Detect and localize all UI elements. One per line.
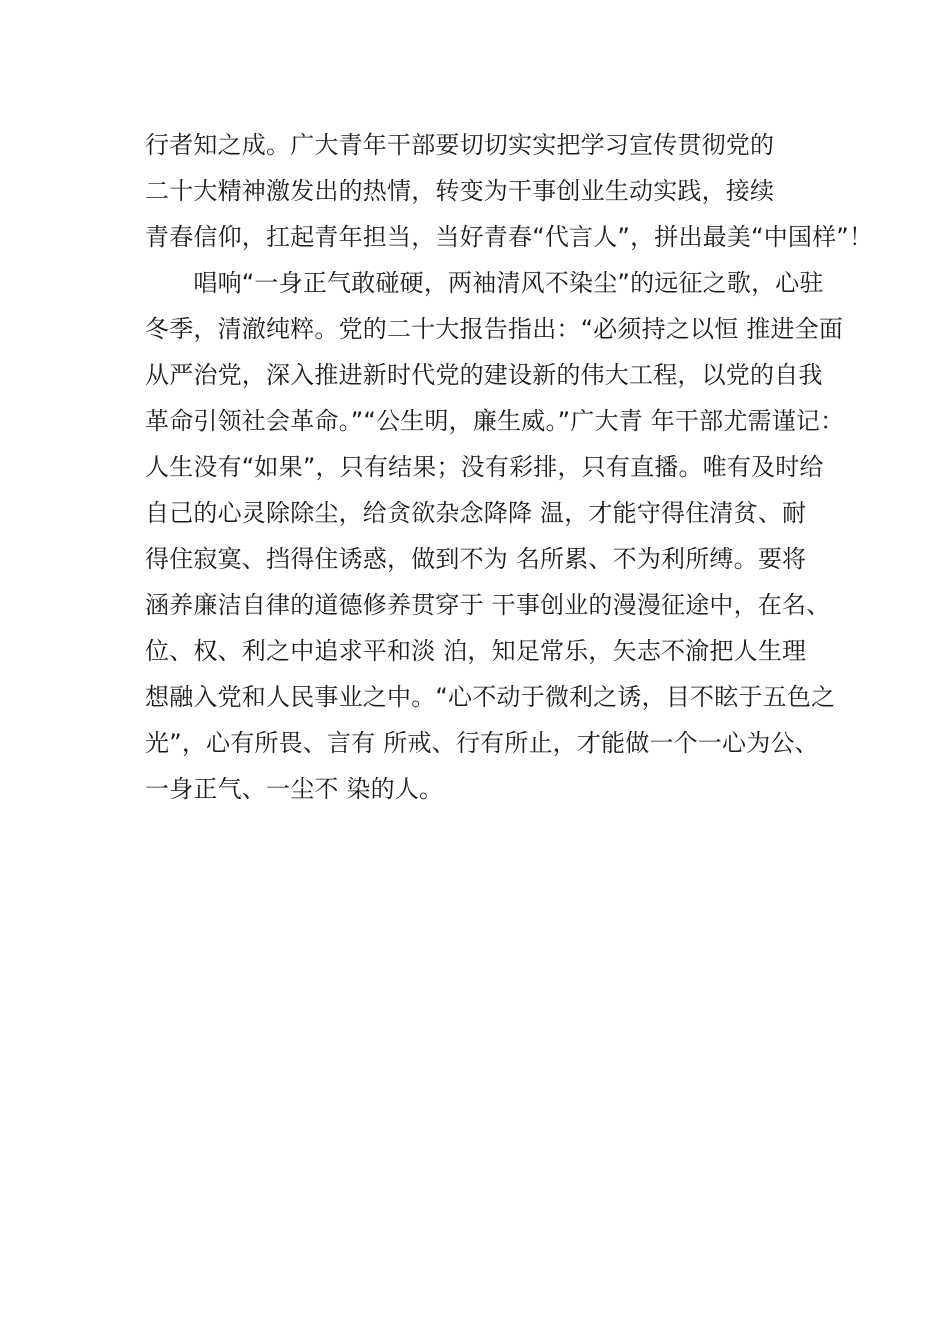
text-line: 位、权、利之中追求平和淡 泊，知足常乐，矢志不渝把人生理 <box>145 637 807 665</box>
text-line: 唱响“一身正气敢碰硬，两袖清风不染尘”的远征之歌，心驻 <box>145 269 824 297</box>
text-line: 涵养廉洁自律的道德修养贯穿于 干事创业的漫漫征途中，在名、 <box>145 591 831 619</box>
text-line: 革命引领社会革命。”“公生明，廉生威。”广大青 年干部尤需谨记： <box>145 407 845 435</box>
text-line: 自己的心灵除除尘，给贪欲杂念降降 温，才能守得住清贫、耐 <box>145 499 807 527</box>
text-line: 得住寂寞、挡得住诱惑，做到不为 名所累、不为利所缚。要将 <box>145 545 807 573</box>
text-line: 人生没有“如果”，只有结果；没有彩排，只有直播。唯有及时给 <box>145 453 824 481</box>
body-text <box>145 122 874 812</box>
text-line: 一身正气、一尘不 染的人。 <box>145 775 444 803</box>
text-line: 想融入党和人民事业之中。“心不动于微利之诱，目不眩于五色之 <box>145 683 836 711</box>
text-line: 行者知之成。广大青年干部要切切实实把学习宣传贯彻党的 <box>145 131 775 159</box>
text-line: 青春信仰，扛起青年担当，当好青春“代言人”，拼出最美“中国样”！ <box>145 223 874 251</box>
text-line: 二十大精神激发出的热情，转变为干事创业生动实践，接续 <box>145 177 775 205</box>
text-line: 冬季，清澈纯粹。党的二十大报告指出：“必须持之以恒 推进全面 <box>145 315 844 343</box>
text-line: 光”，心有所畏、言有 所戒、行有所止，才能做一个一心为公、 <box>145 729 819 757</box>
text-line: 从严治党，深入推进新时代党的建设新的伟大工程，以党的自我 <box>145 361 823 389</box>
